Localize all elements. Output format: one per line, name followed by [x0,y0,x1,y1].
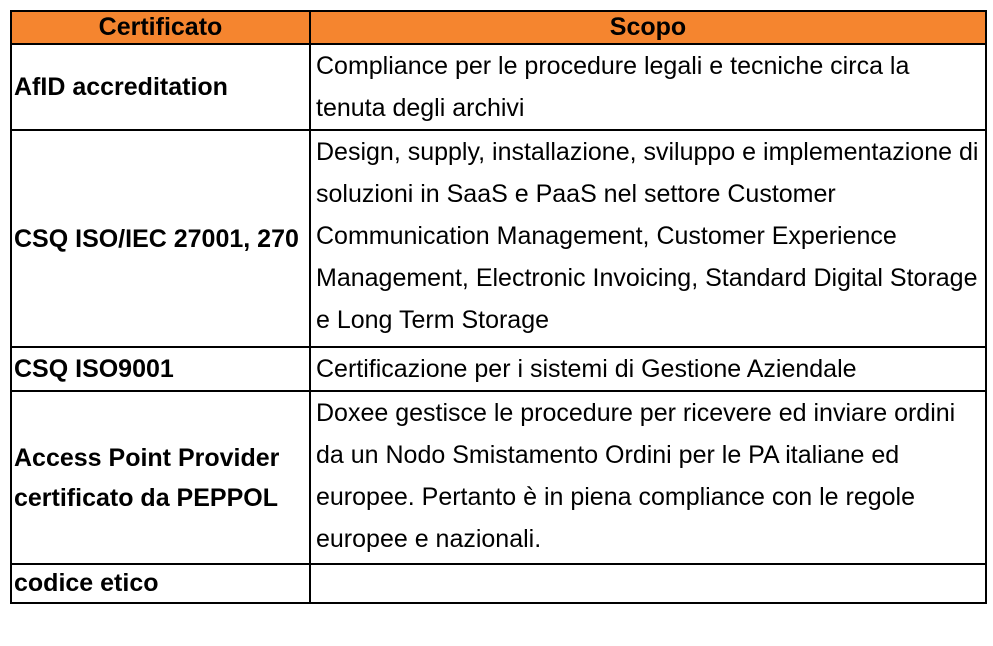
table-row [11,130,986,347]
header-scopo: Scopo [310,11,986,44]
certificate-name: CSQ ISO/IEC 27001, 270 [14,224,299,253]
certificate-name: AfID accreditation [14,73,228,101]
certificate-name: Access Point Provider [14,443,280,472]
table-row [11,564,986,603]
certificate-name: CSQ ISO9001 [14,355,174,383]
table-row [11,391,986,564]
table-row [11,44,986,130]
certificate-name-cell [11,391,310,564]
certificate-name-cell [11,44,310,130]
certificate-name: certificato da PEPPOL [14,483,278,512]
certificate-scope: Doxee gestisce le procedure per ricevere ed inviare ordini da un Nodo Smistamento Ordini per le PA italiane ed europee. Pertanto è in piena compliance con le regole europee e nazionali. [316,399,956,553]
certificate-name-cell [11,564,310,603]
certificates-sheet [10,10,987,604]
certificate-scope-cell [310,130,986,347]
certificate-scope-cell [310,347,986,391]
certificate-scope-cell [310,391,986,564]
certificate-scope: Certificazione per i sistemi di Gestione Aziendale [316,355,857,383]
header-certificato: Certificato [11,11,310,44]
certificate-scope: Design, supply, installazione, sviluppo e implementazione di soluzioni in SaaS e PaaS nel settore Customer Communication Management, Customer Experience Management, Electronic Invoicing, Standard Digital Storage e Long Term Storage [316,138,979,334]
header-row [11,11,986,44]
certificate-scope: Compliance per le procedure legali e tecniche circa la tenuta degli archivi [316,52,910,122]
certificate-name-cell [11,347,310,391]
certificate-scope-cell [310,564,986,603]
table-row [11,347,986,391]
certificates-table [10,10,987,604]
certificate-name: codice etico [14,569,159,597]
certificate-scope-cell [310,44,986,130]
certificate-name-cell [11,130,310,347]
